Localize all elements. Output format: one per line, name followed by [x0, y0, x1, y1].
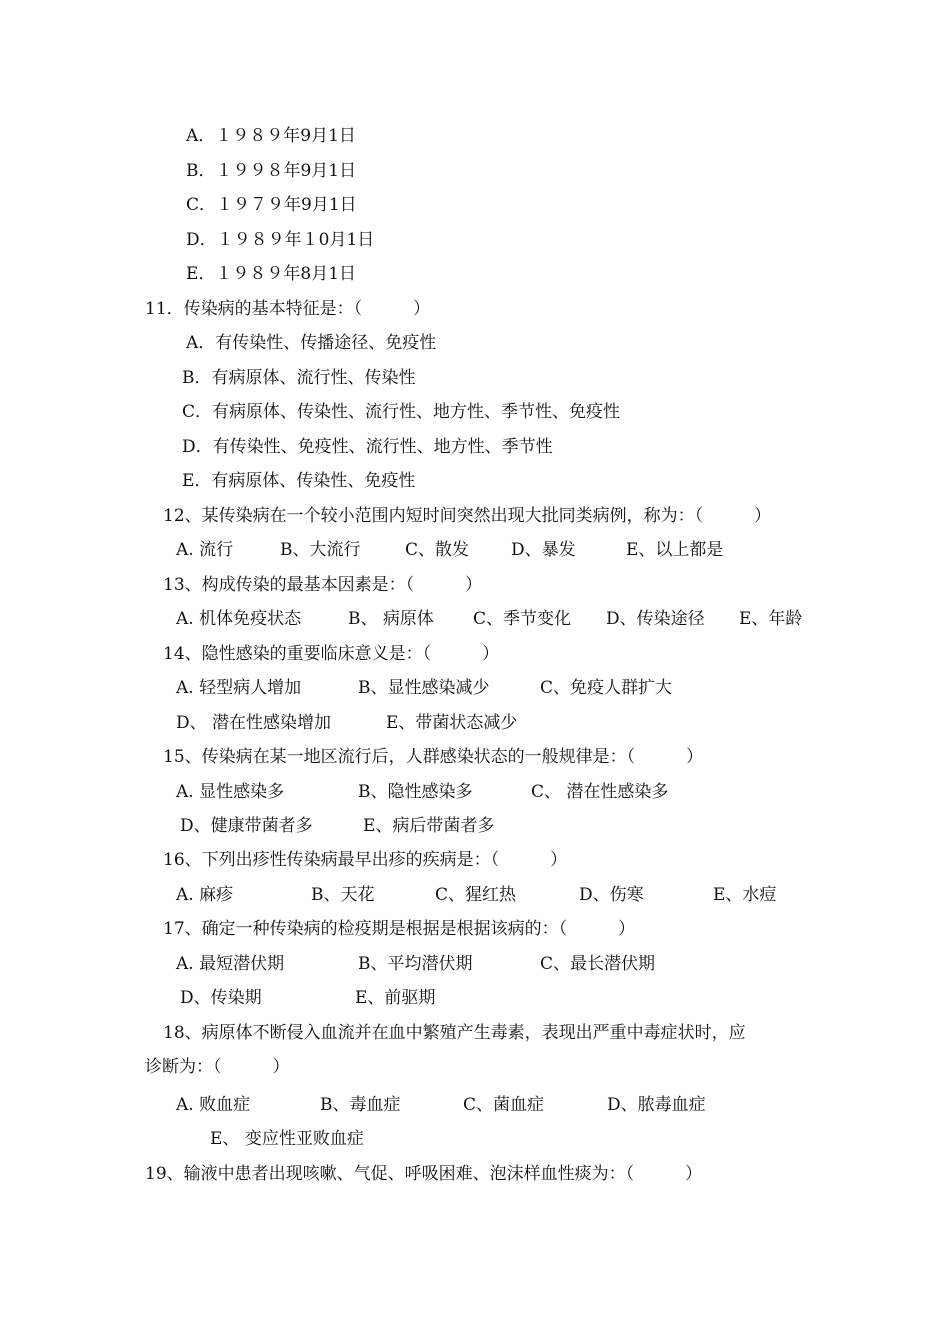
q16-stem: 16、下列出疹性传染病最早出疹的疾病是：（ ）: [163, 850, 568, 870]
q14-stem: 14、隐性感染的重要临床意义是：（ ）: [163, 644, 500, 664]
q13-option-c: C、季节变化: [473, 609, 572, 629]
q12-option-b: B、大流行: [280, 540, 361, 560]
q14-option-a: A. 轻型病人增加: [176, 678, 302, 698]
q12-option-e: E、以上都是: [626, 540, 724, 560]
q13-option-b: B、 病原体: [348, 609, 434, 629]
q13-option-d: D、传染途径: [606, 609, 705, 629]
q10-option-b: B．１９９８年9月1日: [186, 161, 357, 181]
q18-option-d: D、脓毒血症: [607, 1095, 706, 1115]
q15-option-c: C、 潜在性感染多: [531, 782, 669, 802]
q14-option-e: E、带菌状态减少: [386, 713, 518, 733]
q14-option-b: B、显性感染减少: [358, 678, 490, 698]
q10-option-a: A．１９８９年9月1日: [186, 126, 356, 146]
q18-stem-line2: 诊断为：（ ）: [145, 1057, 290, 1077]
q15-option-b: B、隐性感染多: [358, 782, 473, 802]
q10-option-d: D．１９８９年１0月1日: [186, 230, 375, 250]
q12-option-c: C、散发: [405, 540, 470, 560]
q18-option-b: B、毒血症: [320, 1095, 401, 1115]
q12-option-a: A. 流行: [176, 540, 234, 560]
q16-option-a: A. 麻疹: [176, 885, 234, 905]
q13-option-a: A. 机体免疫状态: [176, 609, 302, 629]
q13-option-e: E、年龄: [739, 609, 803, 629]
q19-stem: 19、输液中患者出现咳嗽、气促、呼吸困难、泡沫样血性痰为：（ ）: [145, 1164, 703, 1184]
q15-option-e: E、病后带菌者多: [363, 816, 495, 836]
q12-option-d: D、暴发: [511, 540, 576, 560]
q17-option-c: C、最长潜伏期: [540, 954, 656, 974]
q15-stem: 15、传染病在某一地区流行后，人群感染状态的一般规律是：（ ）: [163, 747, 704, 767]
q12-stem: 12、某传染病在一个较小范围内短时间突然出现大批同类病例，称为：（ ）: [163, 506, 772, 526]
q16-option-d: D、伤寒: [579, 885, 644, 905]
q16-option-e: E、水痘: [713, 885, 777, 905]
q17-option-d: D、传染期: [180, 988, 262, 1008]
q18-stem-line1: 18、病原体不断侵入血流并在血中繁殖产生毒素，表现出严重中毒症状时，应: [163, 1023, 746, 1043]
q13-stem: 13、构成传染的最基本因素是：（ ）: [163, 575, 483, 595]
q11-option-c: C．有病原体、传染性、流行性、地方性、季节性、免疫性: [182, 402, 621, 422]
q15-option-d: D、健康带菌者多: [180, 816, 313, 836]
q14-option-d: D、 潜在性感染增加: [176, 713, 332, 733]
q10-option-e: E．１９８９年8月1日: [186, 264, 357, 284]
q11-option-a: A．有传染性、传播途径、免疫性: [186, 333, 437, 353]
q18-option-c: C、菌血症: [463, 1095, 545, 1115]
q17-option-e: E、前驱期: [355, 988, 436, 1008]
q14-option-c: C、免疫人群扩大: [540, 678, 673, 698]
q16-option-b: B、天花: [311, 885, 375, 905]
q15-option-a: A. 显性感染多: [176, 782, 285, 802]
q18-option-a: A. 败血症: [176, 1095, 251, 1115]
q17-option-b: B、平均潜伏期: [358, 954, 473, 974]
q17-stem: 17、确定一种传染病的检疫期是根据是根据该病的：（ ）: [163, 919, 636, 939]
q11-option-e: E．有病原体、传染性、免疫性: [182, 471, 416, 491]
q10-option-c: C．１９７９年9月1日: [186, 195, 357, 215]
q18-option-e: E、 变应性亚败血症: [210, 1129, 364, 1149]
q18-options-row1: [176, 1093, 896, 1213]
q11-option-b: B．有病原体、流行性、传染性: [182, 368, 416, 388]
q11-stem: 11．传染病的基本特征是：（ ）: [145, 299, 431, 319]
q17-option-a: A. 最短潜伏期: [176, 954, 285, 974]
q11-option-d: D．有传染性、免疫性、流行性、地方性、季节性: [182, 437, 553, 457]
q16-option-c: C、猩红热: [435, 885, 517, 905]
